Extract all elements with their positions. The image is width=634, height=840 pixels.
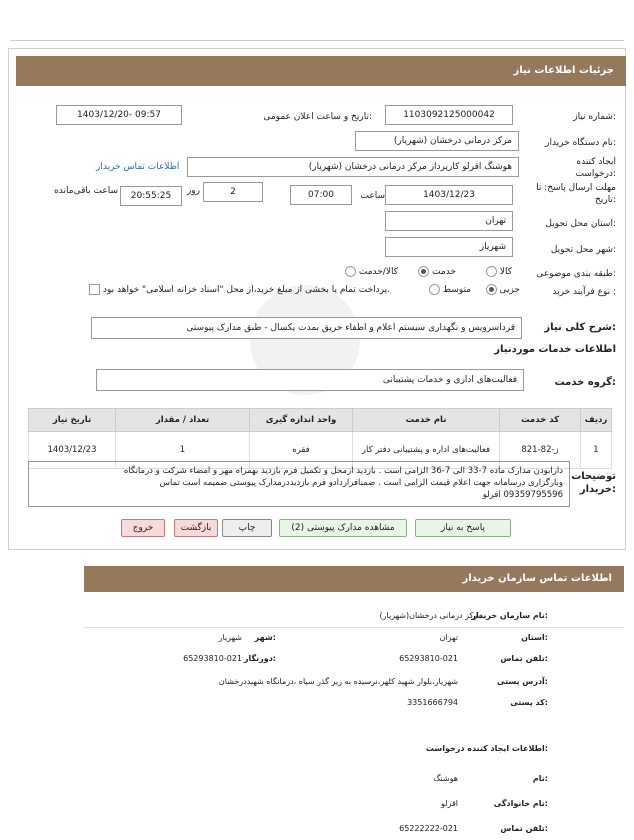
proc-medium-label: متوسط bbox=[442, 285, 471, 295]
contact-city-label: شهر: bbox=[254, 633, 276, 642]
contact-fax-label: دورنگار: bbox=[243, 654, 276, 663]
need-number-label: شماره نیاز: bbox=[573, 112, 616, 122]
buyer-notes-line1: دارابودن مدارک ماده 7-33 الی 7-36 الزامی است . بازدید ازمحل و تکمیل فرم بازدید بهمراه مهر و امضاء شرکت و درمانگاه bbox=[123, 466, 563, 476]
deadline-label: مهلت ارسال پاسخ: تا تاریخ: bbox=[536, 183, 616, 205]
radio-icon bbox=[345, 266, 356, 277]
cat-goods-option[interactable] bbox=[486, 266, 512, 277]
buyer-notes-box bbox=[28, 461, 570, 507]
deadline-time-field: 07:00 bbox=[290, 185, 352, 205]
col-idx-header: ردیف bbox=[581, 409, 612, 432]
need-number-field: 1103092125000042 bbox=[385, 105, 513, 125]
contact-divider bbox=[84, 627, 624, 628]
summary-field: قرداسرویس و نگهداری سیستم اعلام و اطفاء حریق بمدت یکسال - طبق مدارک پیوستی bbox=[91, 317, 522, 339]
row-code: ز-82-821 bbox=[500, 432, 581, 469]
items-table bbox=[28, 408, 612, 469]
checkbox-icon bbox=[89, 284, 100, 295]
items-table-wrapper bbox=[28, 408, 612, 469]
contact-city-value: شهریار bbox=[218, 633, 242, 642]
contact-org-value: مرکز درمانی درخشان(شهریار) bbox=[379, 611, 482, 620]
service-group-field: فعالیت‌های اداری و خدمات پشتیبانی bbox=[96, 369, 524, 391]
contact-province-value: تهران bbox=[439, 633, 458, 642]
announce-label: تاریخ و ساعت اعلان عمومی: bbox=[263, 112, 372, 122]
buyer-contact-link[interactable]: اطلاعات تماس خریدار bbox=[96, 162, 180, 172]
creator-name-value: هوشنگ bbox=[433, 774, 458, 783]
category-label: طبقه بندی موضوعی: bbox=[536, 269, 616, 279]
contact-address-value: شهریار،بلوار شهید کلهر،نرسیده به زیر گذر سپاه ،درمانگاه شهیددرخشان bbox=[218, 677, 458, 686]
attachments-button[interactable]: مشاهده مدارک پیوستی (2) bbox=[279, 519, 407, 537]
days-label: روز bbox=[186, 186, 200, 196]
radio-selected-icon bbox=[486, 284, 497, 295]
city-label: شهر محل تحویل: bbox=[550, 245, 616, 255]
hour-label: ساعت bbox=[360, 191, 385, 201]
col-name-header: نام خدمت bbox=[353, 409, 500, 432]
buyer-label: نام دستگاه خریدار: bbox=[545, 138, 616, 148]
remaining-time-field: 20:55:25 bbox=[120, 186, 182, 206]
col-unit-header: واحد اندازه گیری bbox=[250, 409, 353, 432]
row-qty: 1 bbox=[116, 432, 250, 469]
contact-phone-label: تلفن تماس: bbox=[500, 654, 548, 663]
service-group-label: گروه خدمت: bbox=[554, 377, 616, 388]
contact-province-label: استان: bbox=[521, 633, 548, 642]
row-idx: 1 bbox=[581, 432, 612, 469]
contact-org-label: نام سازمان خریدار: bbox=[471, 611, 548, 620]
province-field: تهران bbox=[385, 211, 513, 231]
radio-icon bbox=[486, 266, 497, 277]
contact-postal-label: کد پستی: bbox=[510, 698, 548, 707]
creator-name-label: نام: bbox=[532, 774, 548, 783]
print-button[interactable]: چاپ bbox=[222, 519, 272, 537]
announce-field: 1403/12/20- 09:57 bbox=[56, 105, 182, 125]
row-name: فعالیت‌های اداره و پشتیبانی دفتر کار bbox=[353, 432, 500, 469]
contact-phone-value: 65293810-021 bbox=[399, 654, 458, 663]
radio-icon bbox=[429, 284, 440, 295]
contact-fax-value: 65293810-021 bbox=[183, 654, 242, 663]
exit-button[interactable]: خروج bbox=[121, 519, 165, 537]
col-date-header: تاریخ نیاز bbox=[29, 409, 116, 432]
row-unit: فقره bbox=[250, 432, 353, 469]
col-code-header: کد خدمت bbox=[500, 409, 581, 432]
buyer-notes-line2: وبارگزاری درسامانه جهت اعلام قیمت الزامی است . ضمنافرارداد‌و فرم بازدیددرمدارک پیوستی ضمیمه است تماس bbox=[159, 478, 563, 488]
reply-button[interactable]: پاسخ به نیاز bbox=[415, 519, 511, 537]
back-button[interactable]: بازگشت bbox=[174, 519, 218, 537]
process-label: نوع فرآیند خرید : bbox=[552, 287, 616, 297]
creator-info-title: اطلاعات ایجاد کننده درخواست: bbox=[425, 744, 548, 753]
top-divider bbox=[10, 40, 624, 41]
creator-family-label: نام خانوادگی: bbox=[493, 799, 548, 808]
creator-field: هوشنگ اقرلو کارپرداز مرکز درمانی درخشان (شهریار) bbox=[187, 157, 519, 177]
proc-partial-label: جزیی bbox=[499, 285, 520, 295]
remaining-label: ساعت باقی‌مانده bbox=[54, 186, 118, 196]
services-title: اطلاعات خدمات موردنیاز bbox=[494, 344, 616, 355]
proc-partial-option[interactable] bbox=[486, 284, 520, 295]
cat-both-option[interactable] bbox=[345, 266, 398, 277]
cat-both-label: کالا/خدمت bbox=[358, 267, 398, 277]
page-header: جزئیات اطلاعات نیاز bbox=[16, 56, 626, 86]
proc-medium-option[interactable] bbox=[429, 284, 471, 295]
deadline-date-field: 1403/12/23 bbox=[385, 185, 513, 205]
payment-note: پرداخت تمام یا بخشی از مبلغ خرید،از محل "اسناد خزانه اسلامی" خواهد بود. bbox=[102, 285, 390, 295]
buyer-field: مرکز درمانی درخشان (شهریار) bbox=[355, 131, 519, 151]
cat-goods-label: کالا bbox=[499, 267, 512, 277]
col-count-header: تعداد / مقدار bbox=[116, 409, 250, 432]
contact-address-label: آدرس پستی: bbox=[497, 677, 548, 686]
treasury-payment-checkbox[interactable] bbox=[89, 284, 390, 295]
summary-label: شرح کلی نیاز: bbox=[544, 322, 616, 333]
buyer-notes-label: توضیحات خریدار: bbox=[571, 471, 616, 495]
contact-header: اطلاعات تماس سازمان خریدار bbox=[84, 566, 624, 592]
buyer-notes-line3: 09359795596 اقرلو bbox=[482, 490, 563, 500]
contact-postal-value: 3351666794 bbox=[407, 698, 458, 707]
row-date: 1403/12/23 bbox=[29, 432, 116, 469]
radio-selected-icon bbox=[418, 266, 429, 277]
creator-family-value: اقرلو bbox=[440, 799, 458, 808]
creator-label: ایجاد کننده درخواست: bbox=[575, 157, 616, 179]
creator-phone-label: تلفن تماس: bbox=[500, 824, 548, 833]
creator-phone-value: 65222222-021 bbox=[399, 824, 458, 833]
days-field: 2 bbox=[203, 182, 263, 202]
cat-service-option[interactable] bbox=[418, 266, 456, 277]
city-field: شهریار bbox=[385, 237, 513, 257]
province-label: استان محل تحویل: bbox=[545, 219, 616, 229]
cat-service-label: خدمت bbox=[432, 267, 456, 277]
